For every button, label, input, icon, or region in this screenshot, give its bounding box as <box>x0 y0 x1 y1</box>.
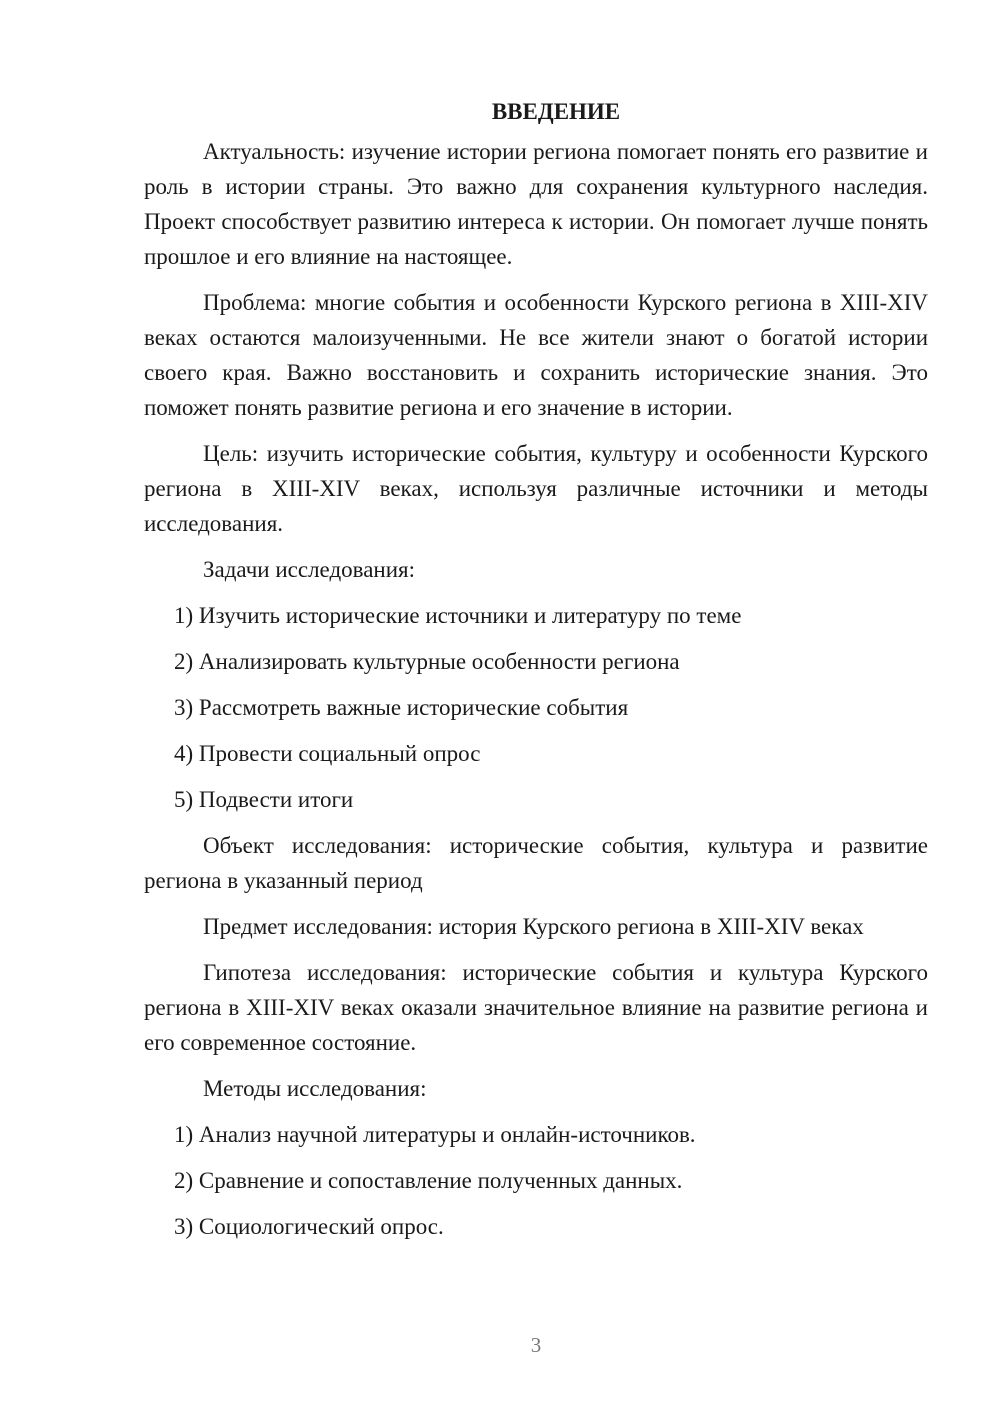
method-item: 1) Анализ научной литературы и онлайн-источников. <box>174 1122 696 1147</box>
object-paragraph: Объект исследования: исторические события, культура и развитие региона в указанный период <box>144 833 928 893</box>
task-item: 5) Подвести итоги <box>174 787 354 812</box>
hypothesis-paragraph: Гипотеза исследования: исторические события и культура Курского региона в XIII-XIV веках оказали значительное влияние на развитие региона и его современное состояние. <box>144 960 928 1055</box>
task-item: 2) Анализировать культурные особенности региона <box>174 649 680 674</box>
methods-list <box>144 1117 928 1244</box>
goal-paragraph: Цель: изучить исторические события, культуру и особенности Курского региона в XIII-XIV веках, используя различные источники и методы исследования. <box>144 441 928 536</box>
page-title: ВВЕДЕНИЕ <box>491 99 621 124</box>
method-item: 2) Сравнение и сопоставление полученных данных. <box>174 1168 683 1193</box>
page-number: 3 <box>530 1333 542 1357</box>
task-item: 3) Рассмотреть важные исторические события <box>174 695 629 720</box>
task-item: 1) Изучить исторические источники и литературу по теме <box>174 603 742 628</box>
method-item: 3) Социологический опрос. <box>174 1214 444 1239</box>
task-item: 4) Провести социальный опрос <box>174 741 481 766</box>
problem-paragraph: Проблема: многие события и особенности Курского региона в XIII-XIV веках остаются малоизученными. Не все жители знают о богатой истории своего края. Важно восстановить и сохранить исторические знания. Это поможет понять развитие региона и его значение в истории. <box>144 290 928 420</box>
relevance-paragraph: Актуальность: изучение истории региона помогает понять его развитие и роль в истории страны. Это важно для сохранения культурного наследия. Проект способствует развитию интереса к истории. Он помогает лучше понять прошлое и его влияние на настоящее. <box>144 139 928 269</box>
tasks-list <box>144 598 928 817</box>
methods-heading: Методы исследования: <box>203 1076 427 1101</box>
page-content <box>144 96 928 1255</box>
tasks-heading: Задачи исследования: <box>203 557 416 582</box>
subject-paragraph: Предмет исследования: история Курского региона в XIII-XIV веках <box>203 914 864 939</box>
